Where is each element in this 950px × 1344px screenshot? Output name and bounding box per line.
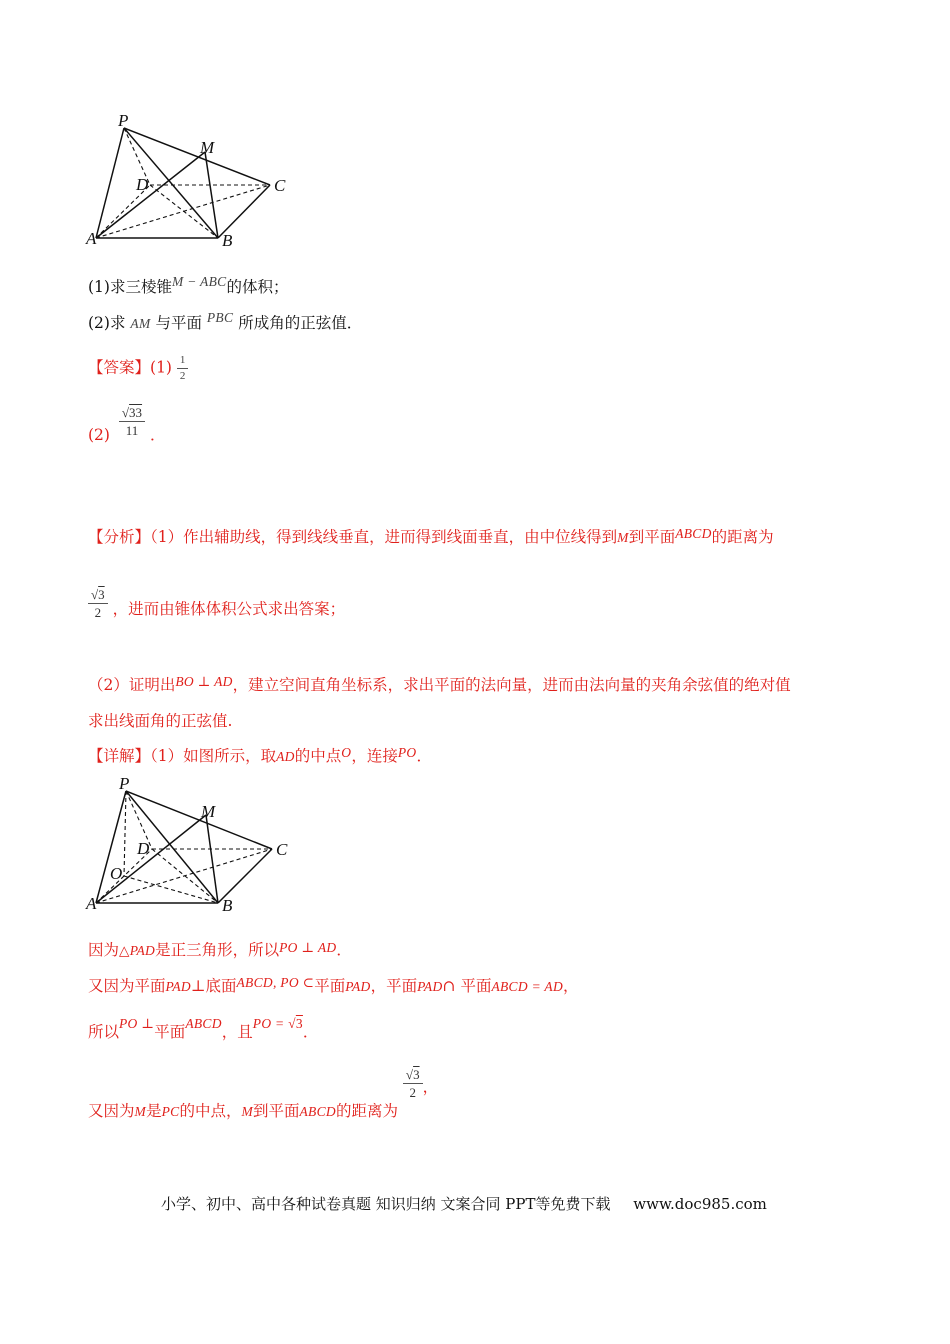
q1-suffix: 的体积；	[226, 278, 289, 296]
analysis-fraction: $\frac{√3}{2}$	[88, 588, 108, 619]
footer-left: 小学、初中、高中各种试卷真题 知识归纳 文案合同 PPT等免费下载	[161, 1195, 611, 1213]
question-1	[88, 274, 289, 298]
label-P: P	[119, 774, 130, 793]
label-M: M	[201, 802, 216, 821]
answer-part1-label: (1)	[150, 358, 172, 377]
label-C: C	[274, 176, 286, 195]
label-D: D	[137, 839, 150, 858]
footer-text	[161, 1193, 767, 1214]
footer-url[interactable]: www.doc985.com	[633, 1195, 767, 1213]
q2-prefix: (2)求	[88, 314, 126, 332]
detail-line-4: 所以PO ⊥平面ABCD，且PO = √3．	[88, 1016, 319, 1041]
label-P: P	[118, 111, 129, 130]
analysis-line-1: 【分析】（1）作出辅助线，得到线线垂直，进而得到线面垂直，由中位线得到M到平面ABCD的距离为	[88, 526, 774, 546]
label-M: M	[200, 138, 215, 157]
q2-suffix: 所成角的正弦值．	[238, 314, 363, 332]
pyramid-figure-1	[82, 108, 302, 253]
q1-prefix: (1)求三棱锥	[88, 278, 172, 296]
analysis-line-3: （2）证明出BO ⊥ AD，建立空间直角坐标系，求出平面的法向量，进而由法向量的夹角余弦值的绝对值	[88, 674, 791, 694]
answer-line-2	[88, 405, 166, 444]
label-D: D	[136, 175, 149, 194]
detail-line-3: 又因为平面PAD⊥底面ABCD, PO ⊂平面PAD，平面PAD∩ 平面ABCD = AD，	[88, 975, 579, 995]
detail-line-5: 又因为M是PC的中点，M到平面ABCD的距离为 $\frac{√3}{2}$ ，	[88, 1067, 439, 1120]
label-B: B	[222, 896, 233, 915]
label-O: O	[110, 864, 123, 883]
detail-line-2: 因为△PAD是正三角形，所以PO ⊥ AD．	[88, 940, 352, 959]
q2-mid: 与平面	[155, 314, 202, 332]
answer-part2-end: ．	[149, 425, 166, 444]
detail-line-5-fraction: $\frac{√3}{2}$	[403, 1068, 423, 1099]
detail-line-1: 【详解】（1）如图所示，取AD的中点O，连接PO．	[88, 745, 432, 765]
analysis-line-2: $\frac{√3}{2}$ ，进而由锥体体积公式求出答案；	[88, 588, 345, 619]
answer-part2-label: (2)	[88, 425, 110, 444]
pyramid-figure-2	[82, 773, 302, 918]
label-A: A	[86, 229, 97, 248]
detail-tag: 【详解】	[88, 747, 151, 765]
answer-line-1	[88, 355, 188, 382]
answer-part1-fraction: $\frac{1}{2}$	[177, 355, 189, 382]
analysis-tag: 【分析】	[88, 528, 151, 546]
q2-expr1: AM	[130, 316, 151, 331]
label-A: A	[86, 894, 97, 913]
q1-expr: M − ABC	[171, 274, 227, 289]
answer-part2-fraction: $\frac{√33}{11}$	[119, 406, 145, 437]
analysis-line-4: 求出线面角的正弦值.	[88, 712, 233, 730]
q2-expr2: PBC	[206, 310, 234, 325]
question-2	[88, 310, 363, 334]
label-B: B	[222, 231, 233, 250]
label-C: C	[276, 840, 288, 859]
answer-tag: 【答案】	[88, 358, 151, 377]
